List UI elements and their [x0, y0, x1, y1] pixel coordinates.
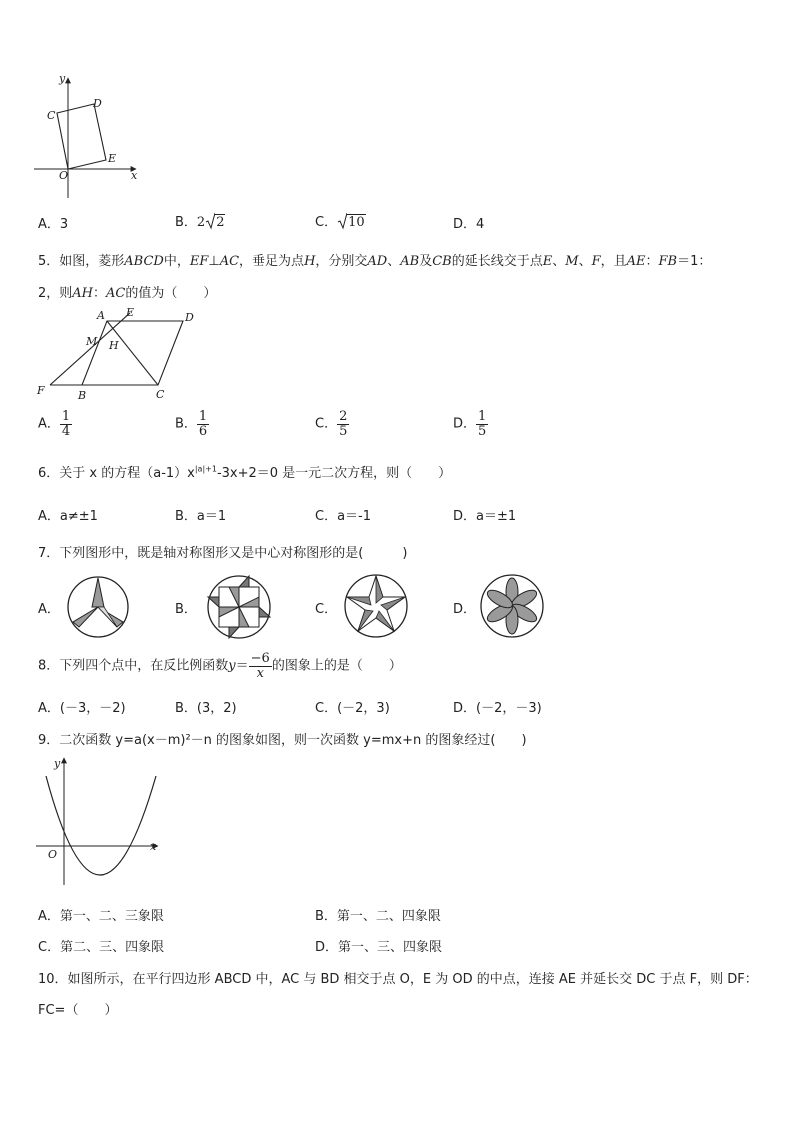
q5-line1: 5．如图，菱形ABCD中，EF⊥AC，垂足为点H，分别交AD、AB及CB的延长线交于点E、M、F，且AE：FB＝1： [38, 254, 712, 269]
label-h: H [109, 339, 119, 352]
label-a: A [97, 309, 105, 322]
q4-option-b: B．2 2 [175, 211, 225, 230]
q7-option-a-label: A． [38, 602, 60, 617]
six-petal-flower-figure [479, 573, 545, 639]
q8-option-c: C．(－2，3) [315, 701, 390, 716]
q8-option-b: B．(3，2) [175, 701, 237, 716]
label-f: F [37, 384, 45, 397]
square-ocde [57, 104, 106, 169]
label-o: O [59, 169, 69, 182]
label-e: E [126, 306, 135, 319]
q9-question: 9．二次函数 y=a(x－m)²－n 的图象如图，则一次函数 y=mx+n 的图象经过( ) [38, 733, 527, 748]
pinwheel-figure [206, 574, 272, 640]
q7-option-d-label: D． [453, 602, 477, 617]
label-x: x [150, 840, 157, 853]
q5-option-c: C． $\frac{2}{5}$ [315, 409, 348, 439]
q6-option-a: A．a≠±1 [38, 509, 98, 524]
label-y: y [54, 757, 61, 770]
q5-figure [30, 304, 210, 404]
label-x: x [131, 169, 138, 182]
q6-option-b: B．a＝1 [175, 509, 227, 524]
label-c: C [156, 388, 165, 401]
q4-option-c: C． 10 [315, 211, 366, 230]
q7-option-b-label: B． [175, 602, 197, 617]
label-d: D [93, 97, 102, 110]
q6-question: 6．关于 x 的方程$(a-1)x^{|a|+1}-3x+2=0$ 是一元二次方程，则（ ） [38, 464, 452, 481]
q5-option-a: A． $\frac{1}{4}$ [38, 409, 71, 439]
q6-option-d: D．a＝±1 [453, 509, 517, 524]
q9-option-d: D．第一、三、四象限 [315, 940, 443, 955]
label-e: E [108, 152, 117, 165]
label-y: y [59, 72, 66, 85]
label-o: O [48, 848, 58, 861]
diagonal-ac [107, 321, 158, 385]
q5-option-d: D． $\frac{1}{5}$ [453, 409, 487, 439]
q5-option-b: B． $\frac{1}{6}$ [175, 409, 208, 439]
parabola-curve [46, 776, 156, 875]
q4-figure [30, 72, 145, 200]
label-d: D [185, 311, 194, 324]
star-figure [343, 573, 409, 639]
sqrt-icon [337, 212, 347, 230]
label-c: C [47, 109, 56, 122]
q9-option-c: C．第二、三、四象限 [38, 940, 165, 955]
q4-option-d: D．4 [453, 217, 485, 232]
label-m: M [86, 335, 98, 348]
label-b: B [78, 389, 87, 402]
q6-option-c: C．a＝-1 [315, 509, 372, 524]
q9-option-a: A．第一、二、三象限 [38, 909, 164, 924]
q5-line2: 2，则AH：AC的值为（ ） [38, 286, 217, 301]
three-blade-figure [65, 574, 131, 640]
q10-question-line2: FC=（ ） [38, 1003, 118, 1018]
q7-question: 7．下列图形中，既是轴对称图形又是中心对称图形的是( ) [38, 546, 408, 561]
q8-option-d: D．(－2，－3) [453, 701, 542, 716]
q4-option-a: A．3 [38, 217, 69, 232]
q10-question-line1: 10．如图所示，在平行四边形 ABCD 中，AC 与 BD 相交于点 O，E 为 OD 的中点，连接 AE 并延长交 DC 于点 F，则 DF： [38, 972, 758, 987]
sqrt-icon [205, 212, 215, 230]
q7-option-c-label: C． [315, 602, 338, 617]
q9-option-b: B．第一、二、四象限 [315, 909, 441, 924]
q8-option-a: A．(－3，－2) [38, 701, 126, 716]
q9-parabola-figure [30, 754, 165, 889]
q8-question: 8．下列四个点中，在反比例函数y＝ $\frac{-6}{x}$ 的图象上的是（ ） [38, 651, 402, 681]
